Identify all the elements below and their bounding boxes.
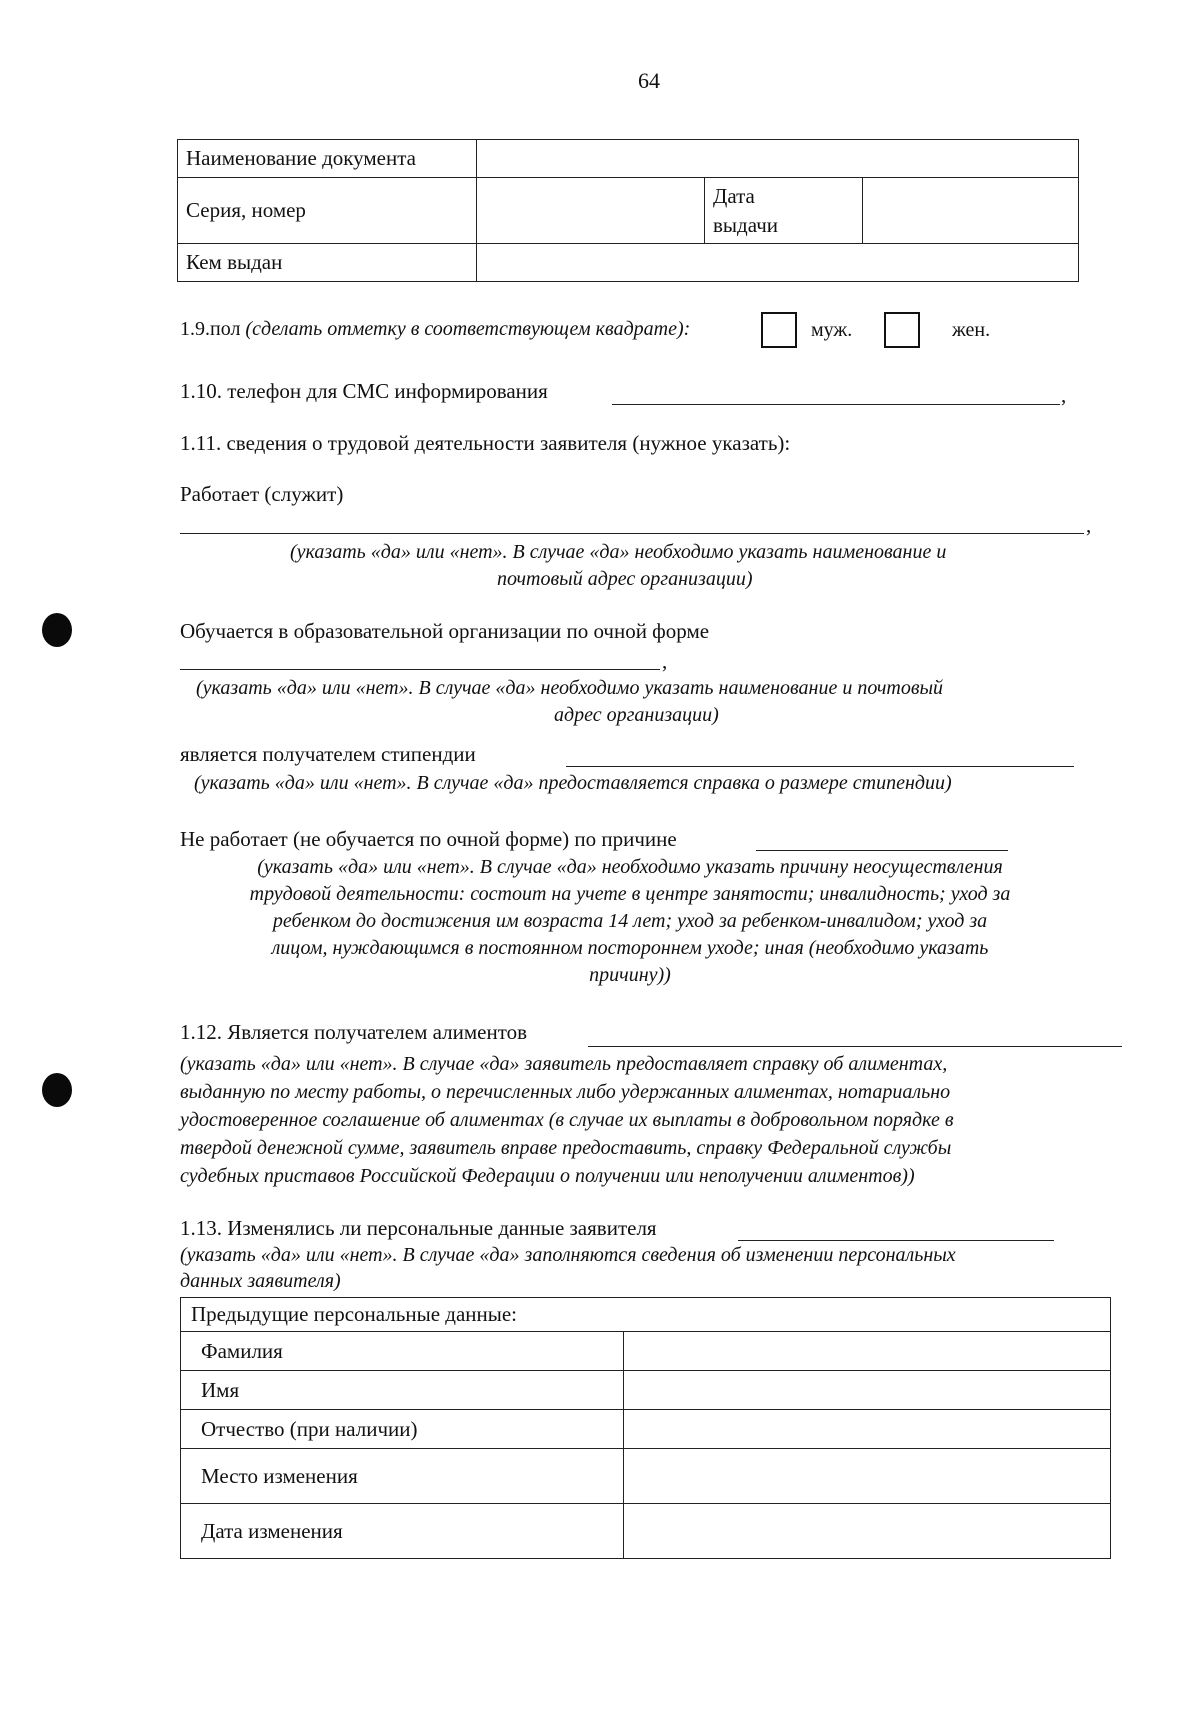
not-working-label: Не работает (не обучается по очной форме) по причине (180, 827, 677, 851)
not-working-hint-line3: ребенком до достижения им возраста 14 лет; уход за ребенком-инвалидом; уход за (272, 910, 988, 932)
stipend-label: является получателем стипендии (180, 742, 476, 766)
works-trail: , (1086, 513, 1092, 537)
alimony-hint (180, 1050, 954, 1190)
alimony-hint-line4: твердой денежной сумме, заявитель вправе предоставить, справку Федеральной службы (180, 1137, 952, 1159)
female-checkbox[interactable] (884, 312, 920, 348)
row-change-date-label: Дата изменения (181, 1504, 624, 1559)
issued-by-value-cell[interactable] (477, 244, 1079, 282)
male-label: муж. (811, 319, 853, 341)
doc-name-value-cell[interactable] (477, 140, 1079, 178)
personal-data-change-hint-line2: данных заявителя) (180, 1270, 341, 1292)
works-hint-line2: почтовый адрес организации) (497, 568, 753, 590)
row-change-place-label: Место изменения (181, 1449, 624, 1504)
alimony-hint-line1: (указать «да» или «нет». В случае «да» заявитель предоставляет справку об алиментах, (180, 1053, 948, 1075)
female-label: жен. (952, 319, 991, 341)
not-working-hint (170, 854, 1090, 989)
alimony-field[interactable] (588, 1046, 1122, 1047)
row-change-date-value-cell[interactable] (624, 1504, 1111, 1559)
row-change-place-value-cell[interactable] (624, 1449, 1111, 1504)
issued-by-label: Кем выдан (178, 244, 477, 282)
male-checkbox[interactable] (761, 312, 797, 348)
row-surname-value-cell[interactable] (624, 1332, 1111, 1371)
alimony-hint-line3: удостоверенное соглашение об алиментах (в случае их выплаты в добровольном порядке в (180, 1109, 954, 1131)
alimony-hint-line2: выданную по месту работы, о перечисленных либо удержанных алиментах, нотариально (180, 1081, 951, 1103)
row-patronymic-value-cell[interactable] (624, 1410, 1111, 1449)
page-number: 64 (638, 68, 660, 93)
studies-hint-line1: (указать «да» или «нет». В случае «да» необходимо указать наименование и почтовый (196, 677, 944, 699)
personal-data-change-label: 1.13. Изменялись ли персональные данные заявителя (180, 1216, 657, 1240)
studies-hint-line2: адрес организации) (554, 704, 719, 726)
personal-data-change-field[interactable] (738, 1240, 1054, 1241)
studies-trail: , (662, 649, 668, 673)
doc-name-label: Наименование документа (178, 140, 477, 178)
gender-hint: (сделать отметку в соответствующем квадрате): (245, 318, 691, 340)
alimony-label: 1.12. Является получателем алиментов (180, 1020, 528, 1044)
personal-data-change-hint (180, 1242, 956, 1294)
issue-date-value-cell[interactable] (863, 178, 1079, 244)
row-surname-label: Фамилия (181, 1332, 624, 1371)
alimony-hint-line5: судебных приставов Российской Федерации о получении или неполучении алиментов)) (180, 1165, 915, 1187)
punch-hole-bottom (42, 1073, 72, 1107)
works-field[interactable] (180, 533, 1084, 534)
employment-section-title: 1.11. сведения о трудовой деятельности заявителя (нужное указать): (180, 431, 791, 455)
sms-phone-trail: , (1061, 383, 1067, 407)
not-working-hint-line5: причину)) (589, 964, 671, 986)
punch-hole-top (42, 613, 72, 647)
previous-data-header: Предыдущие персональные данные: (181, 1298, 1111, 1332)
sms-phone-field[interactable] (612, 404, 1060, 405)
stipend-field[interactable] (566, 766, 1074, 767)
sms-phone-label: 1.10. телефон для СМС информирования (180, 379, 548, 403)
studies-field[interactable] (180, 669, 660, 670)
works-label: Работает (служит) (180, 482, 344, 506)
issue-date-label (705, 178, 863, 244)
document-table (177, 139, 1079, 282)
issue-date-label-line2: выдачи (713, 212, 778, 237)
gender-label: 1.9.пол (180, 318, 241, 340)
row-name-value-cell[interactable] (624, 1371, 1111, 1410)
gender-line (180, 317, 690, 341)
personal-data-change-hint-line1: (указать «да» или «нет». В случае «да» заполняются сведения об изменении персональных (180, 1244, 956, 1266)
not-working-field[interactable] (756, 850, 1008, 851)
issue-date-label-line1: Дата (713, 184, 755, 209)
studies-label: Обучается в образовательной организации по очной форме (180, 619, 710, 643)
not-working-hint-line1: (указать «да» или «нет». В случае «да» необходимо указать причину неосуществления (257, 856, 1003, 878)
previous-data-table (180, 1297, 1111, 1559)
series-number-value-cell[interactable] (477, 178, 705, 244)
works-hint-line1: (указать «да» или «нет». В случае «да» необходимо указать наименование и (290, 541, 947, 563)
not-working-hint-line2: трудовой деятельности: состоит на учете в центре занятости; инвалидность; уход за (249, 883, 1011, 905)
stipend-hint: (указать «да» или «нет». В случае «да» предоставляется справка о размере стипендии) (194, 772, 952, 794)
row-patronymic-label: Отчество (при наличии) (181, 1410, 624, 1449)
row-name-label: Имя (181, 1371, 624, 1410)
series-number-label: Серия, номер (178, 178, 477, 244)
not-working-hint-line4: лицом, нуждающимся в постоянном постороннем уходе; иная (необходимо указать (271, 937, 989, 959)
